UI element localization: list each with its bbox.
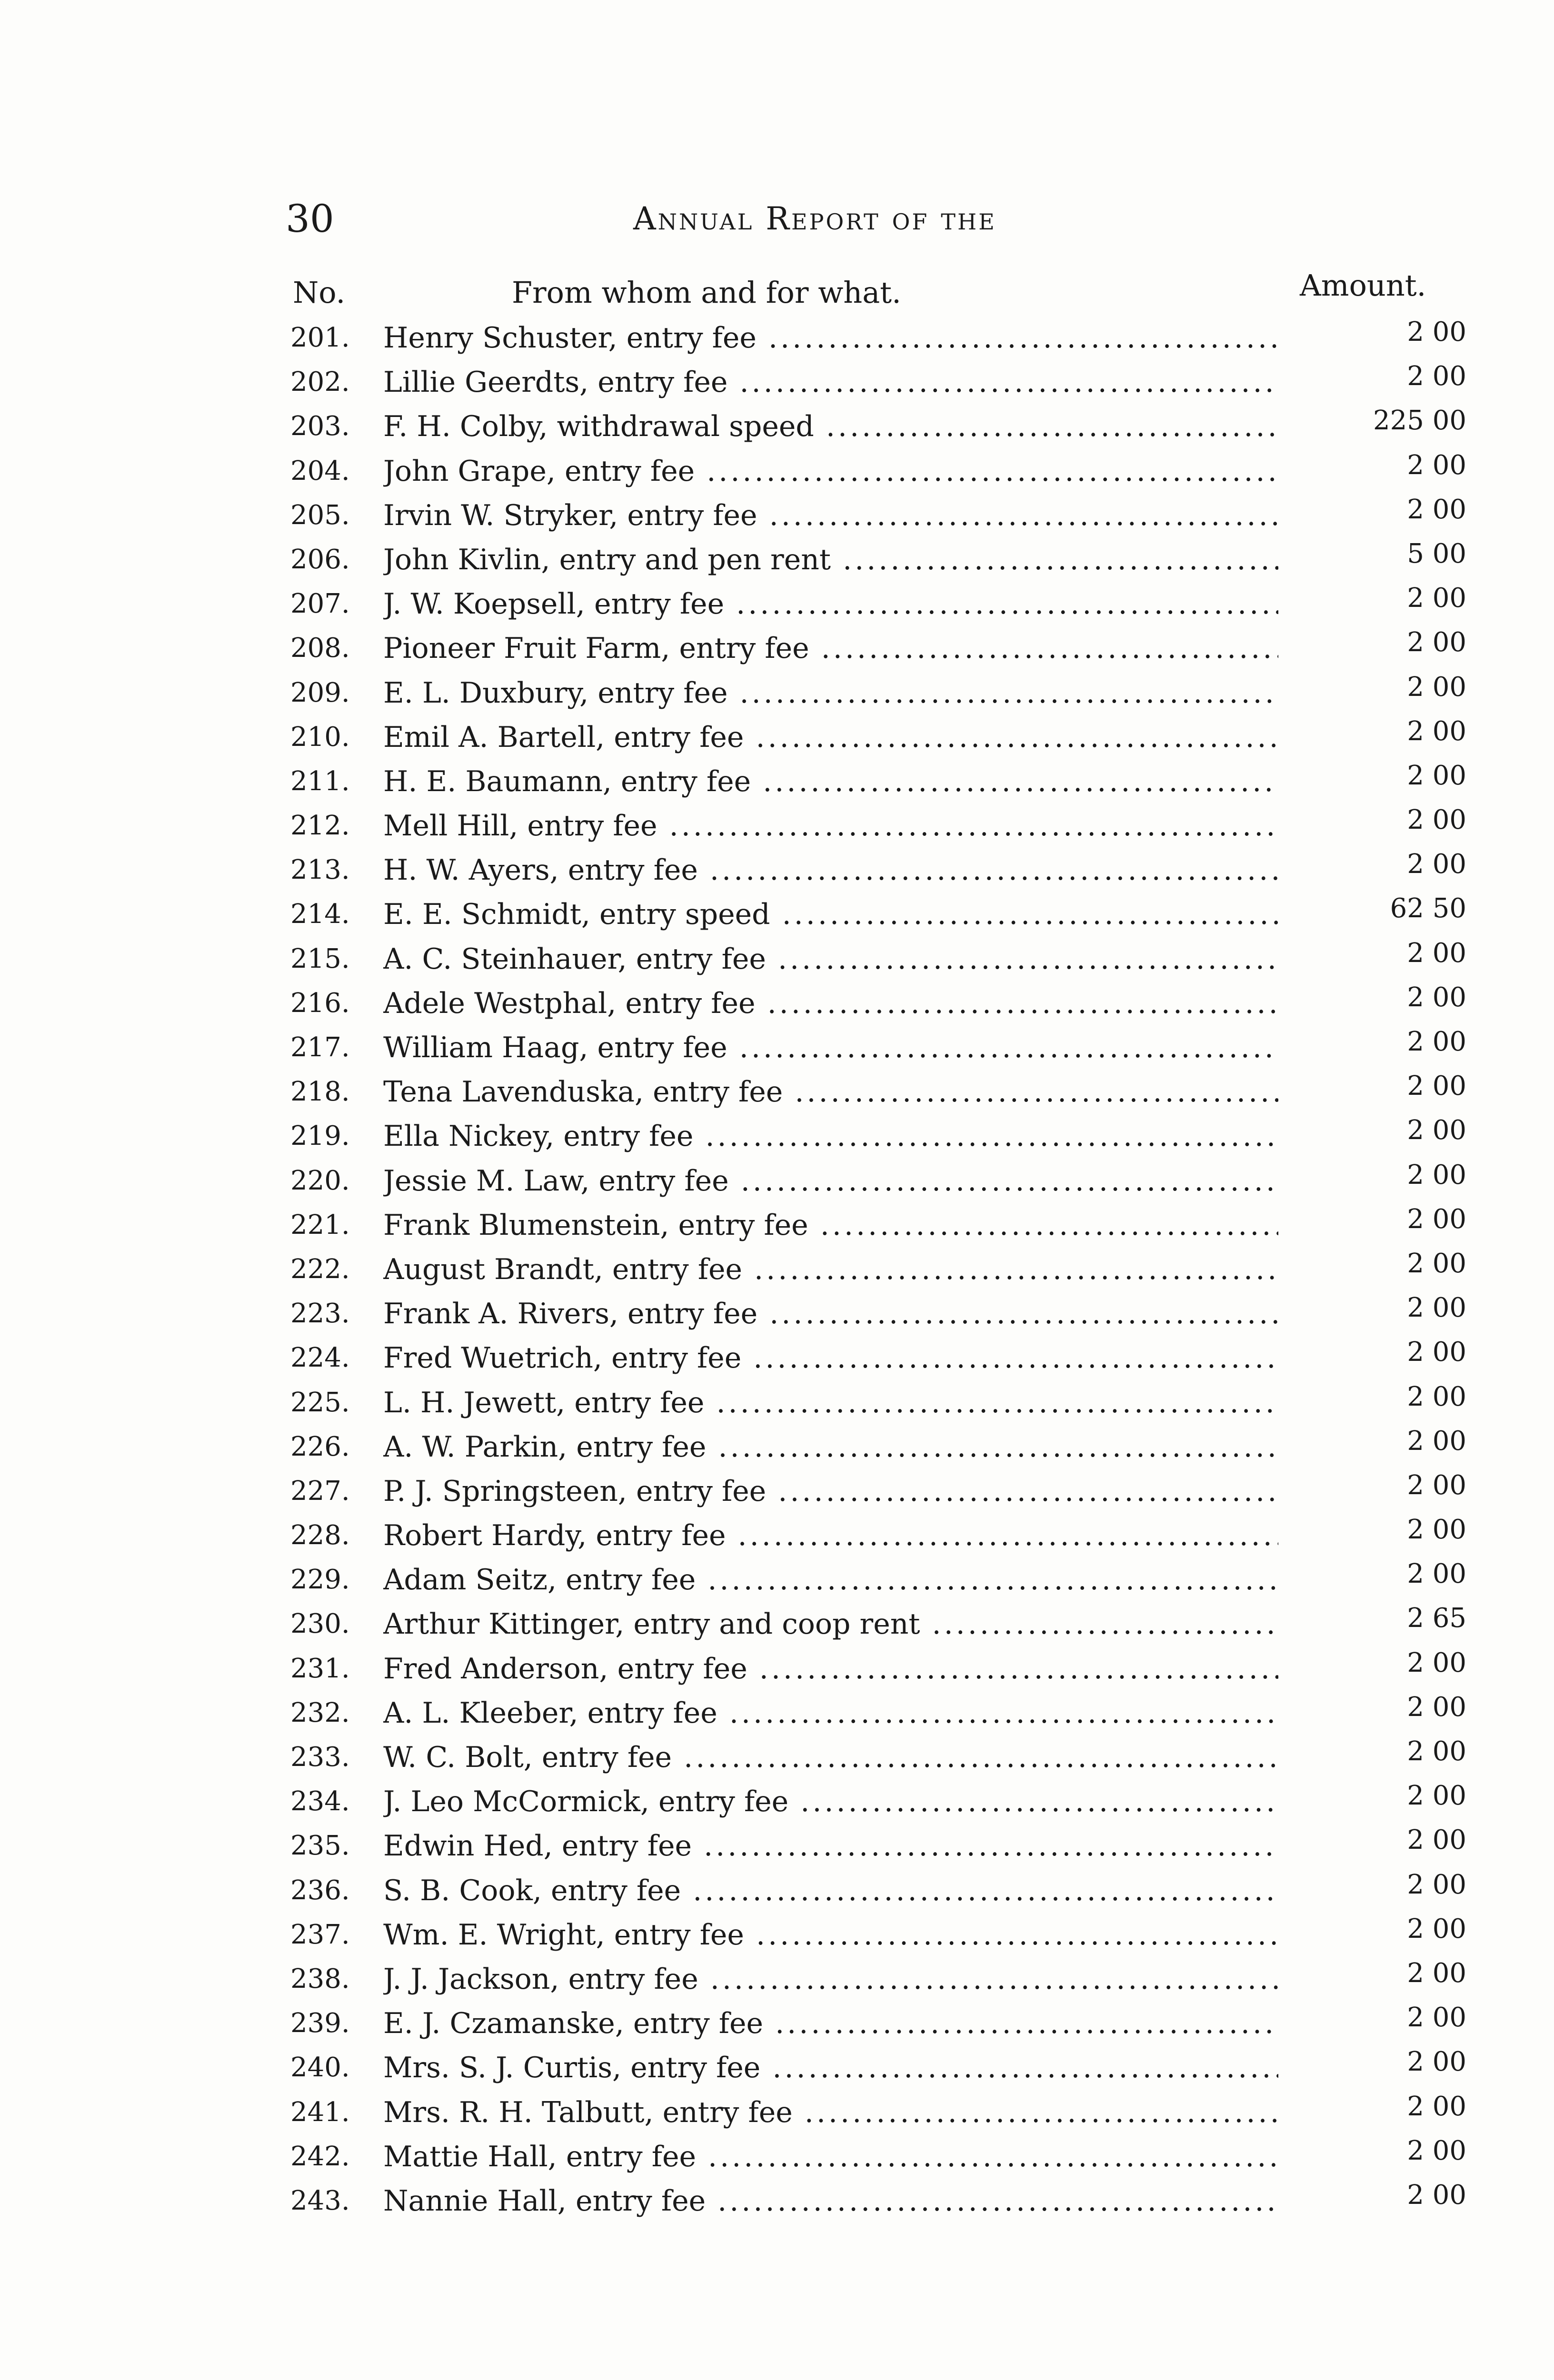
table-row — [0, 1026, 1554, 1073]
entry-amount: 2 00 — [1407, 671, 1466, 703]
entry-description: Lillie Geerdts, entry fee ..... — [383, 363, 1278, 401]
table-row — [0, 1738, 1554, 1783]
entry-number: 229. — [290, 1564, 350, 1596]
entry-description: Frank A. Rivers, entry fee ..... — [383, 1295, 1278, 1333]
entry-amount: 2 00 — [1407, 2091, 1466, 2122]
table-row — [0, 937, 1554, 984]
entry-amount: 2 00 — [1407, 1071, 1466, 1102]
table-row — [0, 1159, 1554, 1206]
table-row — [0, 449, 1554, 496]
entry-amount: 2 00 — [1407, 361, 1466, 392]
entry-number: 212. — [290, 810, 350, 842]
table-row — [0, 1117, 1554, 1161]
entry-description: Adele Westphal, entry fee ..... — [383, 984, 1278, 1022]
entry-amount: 2 00 — [1407, 1425, 1466, 1457]
table-row — [0, 1292, 1554, 1339]
table-row — [0, 1869, 1554, 1916]
entry-amount: 2 00 — [1407, 1869, 1466, 1900]
entry-amount: 2 00 — [1407, 2002, 1466, 2033]
entry-description: A. C. Steinhauer, entry fee ..... — [383, 940, 1278, 978]
entry-description: August Brandt, entry fee ..... — [383, 1250, 1278, 1289]
entry-description: H. E. Baumann, entry fee ..... — [383, 763, 1278, 801]
entry-description: Nannie Hall, entry fee ..... — [383, 2182, 1278, 2220]
entry-number: 221. — [290, 1209, 350, 1240]
entry-description: Fred Wuetrich, entry fee ..... — [383, 1339, 1278, 1377]
entry-description: Mrs. S. J. Curtis, entry fee ..... — [383, 2049, 1278, 2087]
entry-description: Frank Blumenstein, entry fee ..... — [383, 1206, 1278, 1244]
entry-number: 208. — [290, 633, 350, 664]
table-row — [0, 895, 1554, 940]
entry-amount: 2 00 — [1407, 627, 1466, 658]
table-row — [0, 1780, 1554, 1827]
entry-amount: 2 00 — [1407, 317, 1466, 347]
entry-number: 207. — [290, 588, 350, 620]
entry-description: Henry Schuster, entry fee ..... — [383, 319, 1278, 357]
entry-number: 231. — [290, 1653, 350, 1684]
entry-description: William Haag, entry fee ..... — [383, 1029, 1278, 1067]
table-row — [0, 585, 1554, 629]
entry-description: Arthur Kittinger, entry and coop rent ..... — [383, 1605, 1278, 1643]
entry-amount: 2 00 — [1407, 1647, 1466, 1678]
entry-description: S. B. Cook, entry fee ..... — [383, 1872, 1278, 1910]
table-row — [0, 407, 1554, 452]
running-title: Annual Report of the — [633, 200, 996, 237]
entry-description: Mattie Hall, entry fee ..... — [383, 2138, 1278, 2176]
entry-amount: 2 00 — [1407, 1469, 1466, 1501]
entry-number: 230. — [290, 1608, 350, 1640]
entry-number: 204. — [290, 455, 350, 486]
entry-description: E. E. Schmidt, entry speed ..... — [383, 895, 1278, 933]
entry-amount: 2 00 — [1407, 1337, 1466, 1368]
table-row — [0, 2004, 1554, 2049]
table-row — [0, 1073, 1554, 1117]
entry-amount: 2 00 — [1407, 2135, 1466, 2166]
entry-description: A. L. Kleeber, entry fee ..... — [383, 1694, 1278, 1732]
entry-number: 215. — [290, 943, 350, 974]
entry-description: Ella Nickey, entry fee ..... — [383, 1117, 1278, 1155]
entry-amount: 2 00 — [1407, 1558, 1466, 1590]
entry-description: Adam Seitz, entry fee ..... — [383, 1561, 1278, 1599]
entry-amount: 2 00 — [1407, 849, 1466, 880]
entry-amount: 2 00 — [1407, 1026, 1466, 1057]
table-row — [0, 1605, 1554, 1649]
entry-number: 222. — [290, 1253, 350, 1285]
entry-amount: 2 65 — [1407, 1603, 1466, 1634]
table-row — [0, 363, 1554, 407]
entry-number: 234. — [290, 1786, 350, 1817]
entry-amount: 2 00 — [1407, 2179, 1466, 2211]
entry-amount: 62 50 — [1390, 893, 1466, 924]
entry-description: J. W. Koepsell, entry fee ..... — [383, 585, 1278, 623]
table-row — [0, 1514, 1554, 1561]
entry-number: 206. — [290, 544, 350, 575]
table-row — [0, 851, 1554, 895]
entry-number: 205. — [290, 499, 350, 531]
entry-amount: 2 00 — [1407, 760, 1466, 791]
entry-amount: 2 00 — [1407, 1691, 1466, 1723]
entry-number: 210. — [290, 721, 350, 753]
table-row — [0, 760, 1554, 807]
entry-description: F. H. Colby, withdrawal speed ..... — [383, 407, 1278, 446]
entry-amount: 2 00 — [1407, 1780, 1466, 1812]
table-row — [0, 1425, 1554, 1472]
entry-amount: 2 00 — [1407, 1203, 1466, 1235]
entry-number: 235. — [290, 1830, 350, 1862]
entry-number: 211. — [290, 765, 350, 797]
entry-description: L. H. Jewett, entry fee ..... — [383, 1384, 1278, 1422]
entry-description: Pioneer Fruit Farm, entry fee ..... — [383, 629, 1278, 667]
entry-number: 216. — [290, 987, 350, 1019]
entry-number: 227. — [290, 1475, 350, 1507]
entry-amount: 2 00 — [1407, 937, 1466, 969]
table-row — [0, 984, 1554, 1029]
entry-description: W. C. Bolt, entry fee ..... — [383, 1738, 1278, 1776]
table-row — [0, 1558, 1554, 1605]
entry-amount: 2 00 — [1407, 1913, 1466, 1944]
entry-number: 201. — [290, 322, 350, 353]
table-row — [0, 496, 1554, 541]
entry-description: Robert Hardy, entry fee ..... — [383, 1517, 1278, 1555]
entry-amount: 2 00 — [1407, 715, 1466, 747]
entry-number: 232. — [290, 1697, 350, 1728]
entry-number: 226. — [290, 1431, 350, 1462]
entry-number: 217. — [290, 1032, 350, 1063]
entry-amount: 2 00 — [1407, 1115, 1466, 1146]
table-row — [0, 1691, 1554, 1738]
entry-description: E. L. Duxbury, entry fee ..... — [383, 674, 1278, 712]
table-row — [0, 1647, 1554, 1694]
table-row — [0, 671, 1554, 718]
entry-number: 219. — [290, 1121, 350, 1152]
entry-amount: 2 00 — [1407, 982, 1466, 1013]
entry-number: 238. — [290, 1963, 350, 1994]
entry-description: P. J. Springsteen, entry fee ..... — [383, 1472, 1278, 1510]
entry-amount: 2 00 — [1407, 1514, 1466, 1546]
entry-description: A. W. Parkin, entry fee ..... — [383, 1428, 1278, 1466]
entry-number: 239. — [290, 2008, 350, 2039]
entry-number: 224. — [290, 1342, 350, 1374]
entry-amount: 5 00 — [1407, 538, 1466, 569]
entry-number: 241. — [290, 2096, 350, 2128]
entry-amount: 2 00 — [1407, 1825, 1466, 1856]
entry-number: 228. — [290, 1520, 350, 1551]
table-row — [0, 715, 1554, 763]
entry-amount: 2 00 — [1407, 1957, 1466, 1989]
table-row — [0, 1913, 1554, 1960]
entry-amount: 2 00 — [1407, 449, 1466, 481]
entry-amount: 2 00 — [1407, 494, 1466, 525]
table-row — [0, 2093, 1554, 2138]
entry-amount: 225 00 — [1373, 405, 1466, 436]
entry-description: Mell Hill, entry fee ..... — [383, 807, 1278, 845]
table-row — [0, 319, 1554, 363]
entry-number: 236. — [290, 1874, 350, 1906]
entry-description: H. W. Ayers, entry fee ..... — [383, 851, 1278, 889]
entry-description: Tena Lavenduska, entry fee ..... — [383, 1073, 1278, 1111]
entry-amount: 2 00 — [1407, 1292, 1466, 1324]
entry-description: Fred Anderson, entry fee ..... — [383, 1650, 1278, 1688]
table-row — [0, 1250, 1554, 1295]
table-row — [0, 1469, 1554, 1517]
entry-number: 242. — [290, 2141, 350, 2172]
entry-number: 218. — [290, 1076, 350, 1108]
table-row — [0, 2179, 1554, 2226]
page-number: 30 — [286, 197, 334, 241]
table-row — [0, 1203, 1554, 1250]
entry-description: John Grape, entry fee ..... — [383, 452, 1278, 490]
table-row — [0, 629, 1554, 674]
entry-amount: 2 00 — [1407, 2046, 1466, 2078]
entry-description: Jessie M. Law, entry fee ..... — [383, 1162, 1278, 1200]
entry-description: J. Leo McCormick, entry fee ..... — [383, 1783, 1278, 1821]
table-row — [0, 1381, 1554, 1428]
table-row — [0, 538, 1554, 585]
table-row — [0, 1827, 1554, 1871]
entry-amount: 2 00 — [1407, 1736, 1466, 1767]
entry-number: 225. — [290, 1387, 350, 1418]
entry-number: 223. — [290, 1298, 350, 1329]
page-header — [286, 195, 1428, 248]
receipts-table — [0, 319, 1554, 2226]
table-row — [0, 2135, 1554, 2182]
entry-description: John Kivlin, entry and pen rent ..... — [383, 541, 1278, 579]
entry-number: 237. — [290, 1919, 350, 1950]
column-header-from: From whom and for what. — [512, 275, 901, 310]
column-header-no: No. — [293, 275, 346, 310]
entry-description: Edwin Hed, entry fee ..... — [383, 1827, 1278, 1865]
entry-number: 240. — [290, 2052, 350, 2083]
entry-description: Wm. E. Wright, entry fee ..... — [383, 1916, 1278, 1954]
entry-number: 213. — [290, 854, 350, 886]
entry-number: 203. — [290, 411, 350, 442]
entry-amount: 2 00 — [1407, 1248, 1466, 1279]
entry-amount: 2 00 — [1407, 1381, 1466, 1412]
table-row — [0, 1339, 1554, 1383]
entry-number: 233. — [290, 1742, 350, 1773]
table-row — [0, 1957, 1554, 2004]
entry-amount: 2 00 — [1407, 583, 1466, 614]
entry-amount: 2 00 — [1407, 1159, 1466, 1190]
entry-description: E. J. Czamanske, entry fee ..... — [383, 2004, 1278, 2043]
entry-description: Mrs. R. H. Talbutt, entry fee ..... — [383, 2093, 1278, 2132]
table-row — [0, 2046, 1554, 2093]
entry-description: J. J. Jackson, entry fee ..... — [383, 1960, 1278, 1998]
entry-amount: 2 00 — [1407, 804, 1466, 836]
entry-number: 214. — [290, 899, 350, 930]
entry-description: Emil A. Bartell, entry fee ..... — [383, 718, 1278, 756]
entry-number: 220. — [290, 1165, 350, 1196]
entry-number: 209. — [290, 677, 350, 708]
table-row — [0, 804, 1554, 851]
entry-number: 202. — [290, 367, 350, 398]
entry-number: 243. — [290, 2185, 350, 2216]
column-header-amount: Amount. — [1300, 268, 1426, 303]
entry-description: Irvin W. Stryker, entry fee ..... — [383, 496, 1278, 535]
